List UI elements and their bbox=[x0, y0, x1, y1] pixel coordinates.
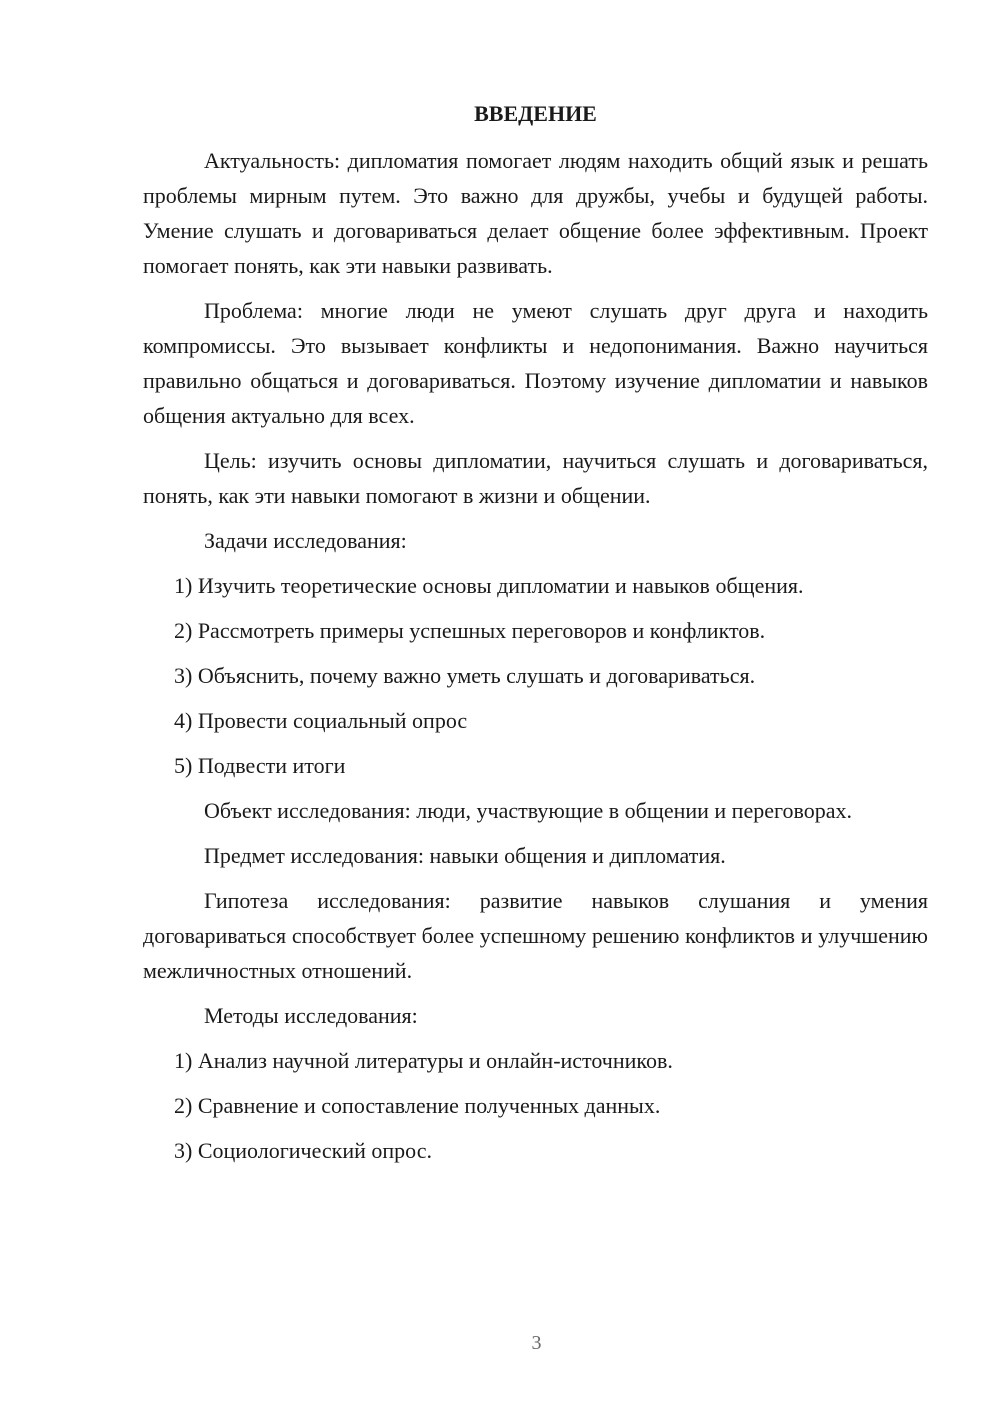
document-page bbox=[143, 96, 928, 1178]
tasks-list bbox=[143, 568, 928, 783]
list-item: 1) Изучить теоретические основы дипломатии и навыков общения. bbox=[174, 573, 804, 598]
list-item: 1) Анализ научной литературы и онлайн-источников. bbox=[174, 1048, 673, 1073]
page-number: 3 bbox=[531, 1332, 542, 1354]
page-title: ВВЕДЕНИЕ bbox=[474, 101, 597, 126]
list-item: 3) Социологический опрос. bbox=[174, 1138, 432, 1163]
tasks-heading: Задачи исследования: bbox=[204, 528, 407, 553]
goal-paragraph: Цель: изучить основы дипломатии, научиться слушать и договариваться, понять, как эти навыки помогают в жизни и общении. bbox=[143, 448, 928, 508]
list-item: 3) Объяснить, почему важно уметь слушать и договариваться. bbox=[174, 663, 756, 688]
problem-paragraph: Проблема: многие люди не умеют слушать друг друга и находить компромиссы. Это вызывает конфликты и недопонимания. Важно научиться правильно общаться и договариваться. Поэтому изучение дипломатии и навыков общения актуально для всех. bbox=[143, 298, 928, 428]
methods-heading: Методы исследования: bbox=[204, 1003, 418, 1028]
hypothesis-paragraph: Гипотеза исследования: развитие навыков слушания и умения договариваться способствует более успешному решению конфликтов и улучшению межличностных отношений. bbox=[143, 888, 928, 983]
relevance-paragraph: Актуальность: дипломатия помогает людям находить общий язык и решать проблемы мирным путем. Это важно для дружбы, учебы и будущей работы. Умение слушать и договариваться делает общение более эффективным. Проект помогает понять, как эти навыки развивать. bbox=[143, 148, 928, 278]
subject-paragraph: Предмет исследования: навыки общения и дипломатия. bbox=[204, 843, 726, 868]
object-paragraph: Объект исследования: люди, участвующие в общении и переговорах. bbox=[204, 798, 852, 823]
list-item: 2) Сравнение и сопоставление полученных данных. bbox=[174, 1093, 661, 1118]
list-item: 2) Рассмотреть примеры успешных переговоров и конфликтов. bbox=[174, 618, 766, 643]
list-item: 5) Подвести итоги bbox=[174, 753, 346, 778]
methods-list bbox=[143, 1043, 928, 1168]
list-item: 4) Провести социальный опрос bbox=[174, 708, 468, 733]
